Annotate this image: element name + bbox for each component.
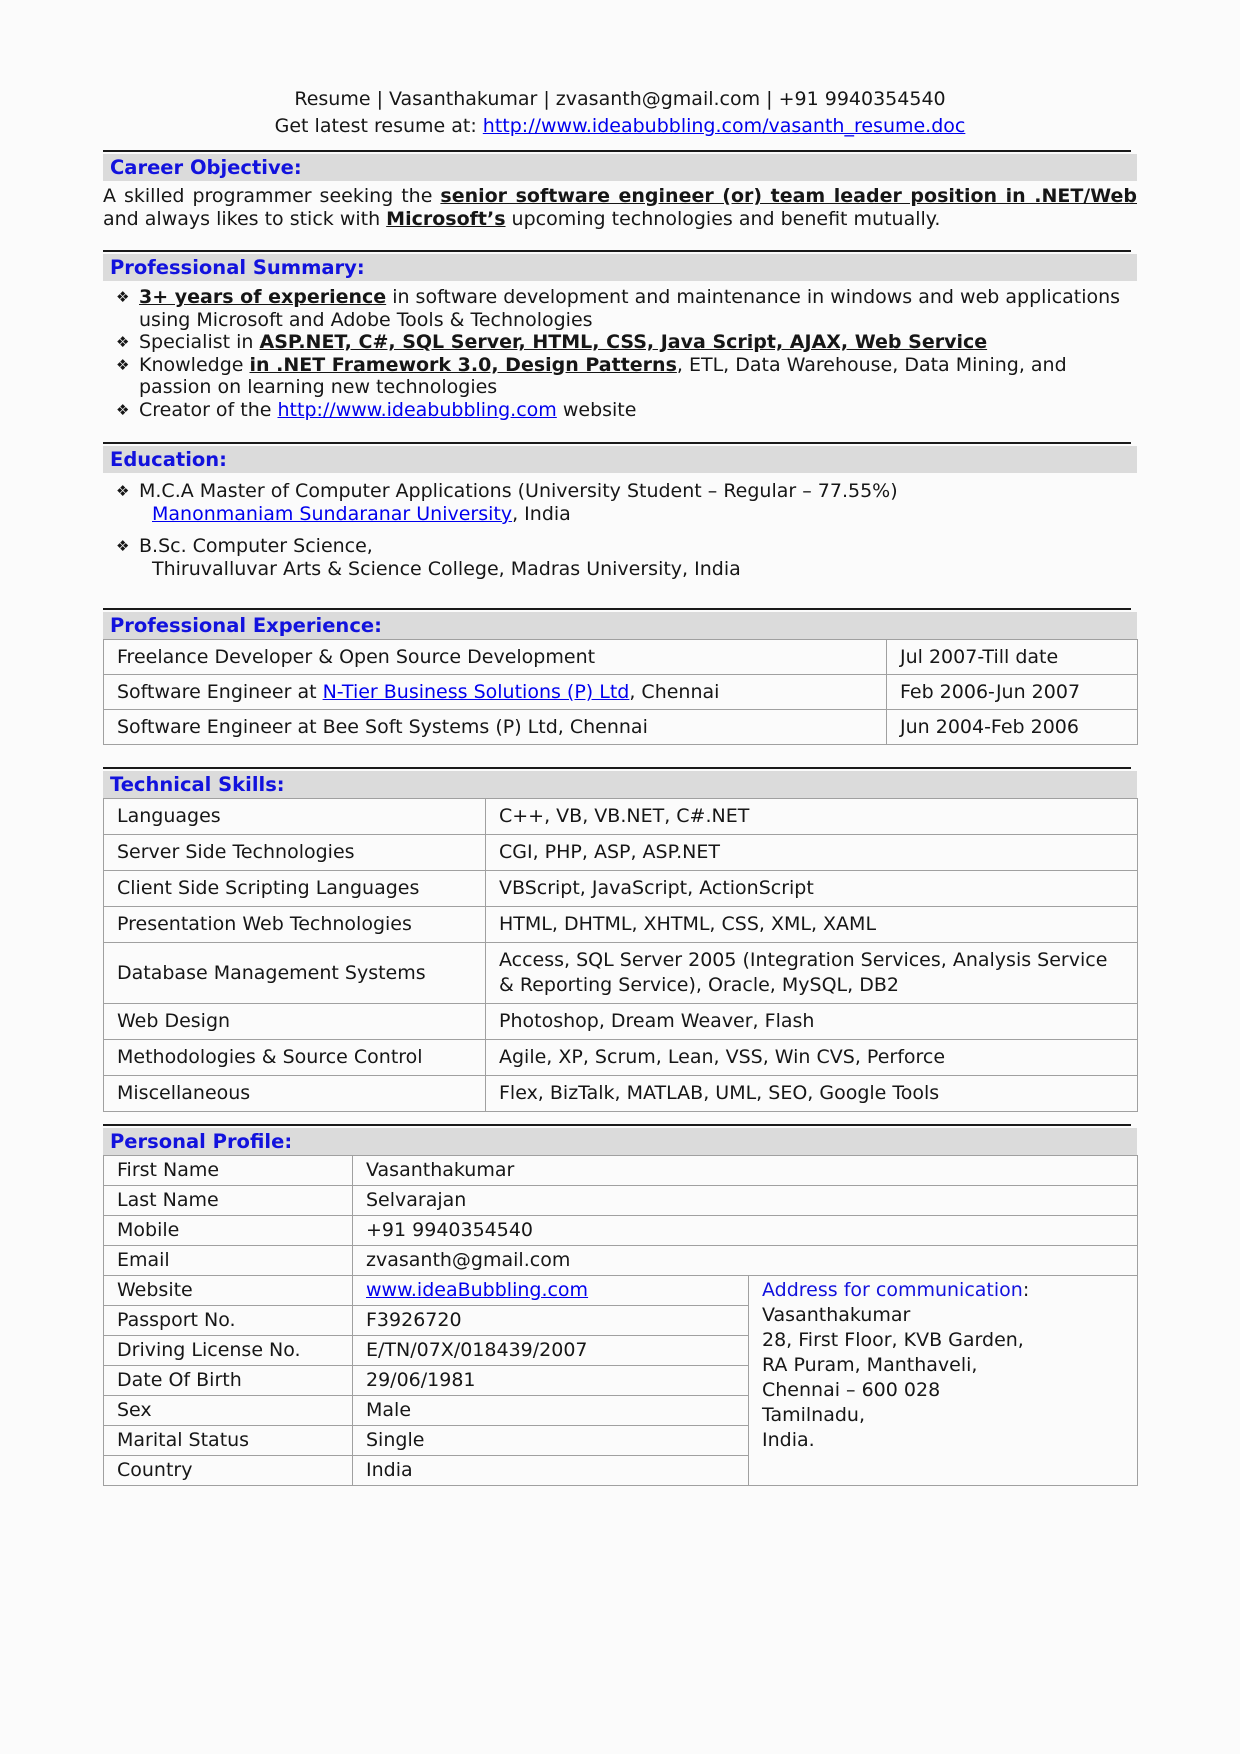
table-row (104, 1004, 1138, 1040)
section-title: Technical Skills: (110, 773, 285, 796)
address-title-line (762, 1278, 1124, 1303)
skill-value-cell: CGI, PHP, ASP, ASP.NET (486, 835, 1138, 871)
address-line: Tamilnadu, (762, 1404, 865, 1426)
role-text: Software Engineer at Bee Soft Systems (P) Ltd, Chennai (117, 716, 648, 738)
address-cell (749, 1276, 1138, 1486)
section-rule (103, 150, 1131, 152)
diamond-bullet-icon: ❖ (116, 400, 130, 419)
role-cell (104, 710, 887, 745)
profile-label-cell: Email (104, 1246, 353, 1276)
profile-value-cell: Male (353, 1396, 749, 1426)
table-row (104, 1216, 1138, 1246)
profile-value-cell (353, 1276, 749, 1306)
skill-label-cell: Database Management Systems (104, 943, 486, 1004)
section-career-objective (103, 150, 1137, 230)
table-row (104, 1156, 1138, 1186)
period-cell: Jun 2004-Feb 2006 (887, 710, 1138, 745)
section-rule (103, 767, 1131, 769)
period-cell: Feb 2006-Jun 2007 (887, 675, 1138, 710)
role-text: , Chennai (629, 681, 720, 703)
section-technical-skills (103, 767, 1137, 1112)
profile-value-cell: E/TN/07X/018439/2007 (353, 1336, 749, 1366)
profile-value-cell: +91 9940354540 (353, 1216, 1138, 1246)
bullet-rest: , ETL, Data Warehouse, Data Mining, and passion on learning new technologies (139, 353, 1067, 398)
profile-table (103, 1155, 1138, 1486)
objective-text: and always likes to stick with (103, 207, 387, 230)
period-cell: Jul 2007-Till date (887, 640, 1138, 675)
diamond-bullet-icon: ❖ (116, 537, 130, 555)
bullet-highlight: 3+ years of experience (139, 286, 387, 308)
section-title-bar (103, 154, 1137, 181)
diamond-bullet-icon: ❖ (116, 288, 130, 306)
skill-label-cell: Web Design (104, 1004, 486, 1040)
table-row (104, 871, 1138, 907)
section-title-bar (103, 254, 1137, 281)
address-line: India. (762, 1429, 815, 1451)
profile-value-cell: Single (353, 1426, 749, 1456)
objective-text: upcoming technologies and benefit mutually. (505, 207, 941, 230)
profile-label-cell: First Name (104, 1156, 353, 1186)
ntier-link[interactable]: N-Tier Business Solutions (P) Ltd (322, 681, 630, 703)
profile-label-cell: Passport No. (104, 1306, 353, 1336)
skill-value-cell: C++, VB, VB.NET, C#.NET (486, 799, 1138, 835)
section-rule (103, 442, 1131, 444)
table-row (104, 1186, 1138, 1216)
ideabubbling-link[interactable]: http://www.ideabubbling.com (277, 398, 557, 421)
bullet-item (103, 331, 1137, 354)
bullet-text (139, 399, 1137, 422)
bullet-pre: Knowledge (139, 353, 250, 376)
table-row (104, 1076, 1138, 1112)
profile-label-cell: Driving License No. (104, 1336, 353, 1366)
profile-value-cell: Selvarajan (353, 1186, 1138, 1216)
table-row (104, 943, 1138, 1004)
skill-label-cell: Miscellaneous (104, 1076, 486, 1112)
bullet-text (139, 331, 1137, 354)
objective-text: A skilled programmer seeking the (103, 185, 441, 207)
education-item (103, 535, 1137, 581)
skill-label-cell: Languages (104, 799, 486, 835)
section-personal-profile (103, 1124, 1137, 1486)
profile-label-cell: Sex (104, 1396, 353, 1426)
education-location: , India (512, 503, 571, 525)
table-row (104, 640, 1138, 675)
bullet-rest: in software development and maintenance in windows and web applications using Microsoft and Adobe Tools & Technologies (139, 286, 1121, 331)
education-line1 (103, 535, 1137, 558)
section-title: Professional Summary: (110, 256, 365, 279)
education-item (103, 480, 1137, 526)
address-line: 28, First Floor, KVB Garden, (762, 1329, 1024, 1351)
header-contact-line: Resume | Vasanthakumar | zvasanth@gmail.com | +91 9940354540 (294, 88, 946, 110)
section-professional-summary (103, 250, 1137, 421)
header-resume-link[interactable]: http://www.ideabubbling.com/vasanth_resume.doc (482, 115, 966, 137)
bullet-text (139, 286, 1137, 331)
skill-value-cell: VBScript, JavaScript, ActionScript (486, 871, 1138, 907)
website-link[interactable]: www.ideaBubbling.com (366, 1279, 589, 1301)
bullet-highlight: ASP.NET, C#, SQL Server, HTML, CSS, Java Script, AJAX, Web Service (259, 331, 988, 353)
profile-value-cell: 29/06/1981 (353, 1366, 749, 1396)
skill-value-cell: Flex, BizTalk, MATLAB, UML, SEO, Google Tools (486, 1076, 1138, 1112)
section-professional-experience (103, 608, 1137, 745)
table-row (104, 907, 1138, 943)
profile-label-cell: Mobile (104, 1216, 353, 1246)
section-title-bar (103, 612, 1137, 639)
objective-highlight: Microsoft’s (386, 207, 506, 230)
university-link[interactable]: Manonmaniam Sundaranar University (152, 503, 513, 525)
header-resume-prefix: Get latest resume at: (274, 115, 483, 137)
summary-bullet-list (103, 286, 1137, 421)
skill-value-cell: Agile, XP, Scrum, Lean, VSS, Win CVS, Perforce (486, 1040, 1138, 1076)
section-title-bar (103, 1128, 1137, 1155)
education-list (103, 480, 1137, 581)
profile-value-cell: zvasanth@gmail.com (353, 1246, 1138, 1276)
address-line: Chennai – 600 028 (762, 1379, 941, 1401)
table-row (104, 799, 1138, 835)
section-rule (103, 1124, 1131, 1126)
bullet-pre: Specialist in (139, 331, 260, 353)
diamond-bullet-icon: ❖ (116, 482, 130, 500)
education-degree: B.Sc. Computer Science, (139, 535, 373, 557)
address-line: RA Puram, Manthaveli, (762, 1354, 978, 1376)
diamond-bullet-icon: ❖ (116, 333, 130, 351)
bullet-text (139, 354, 1137, 399)
education-line2: Thiruvalluvar Arts & Science College, Madras University, India (152, 558, 741, 580)
profile-value-cell: F3926720 (353, 1306, 749, 1336)
skill-value-cell: Photoshop, Dream Weaver, Flash (486, 1004, 1138, 1040)
role-cell (104, 675, 887, 710)
objective-paragraph (103, 185, 1137, 230)
bullet-pre: Creator of the (139, 398, 278, 421)
section-title: Professional Experience: (110, 614, 382, 637)
section-title: Career Objective: (110, 156, 302, 179)
section-title-bar (103, 771, 1137, 798)
table-row (104, 1040, 1138, 1076)
bullet-rest: website (556, 398, 637, 421)
skill-label-cell: Server Side Technologies (104, 835, 486, 871)
table-row (104, 1276, 1138, 1306)
table-row (104, 1246, 1138, 1276)
education-line1 (103, 480, 1137, 503)
objective-highlight: senior software engineer (or) team leader position in .NET/Web (440, 185, 1137, 207)
role-text: Software Engineer at (117, 681, 323, 703)
bullet-item (103, 399, 1137, 422)
skill-label-cell: Client Side Scripting Languages (104, 871, 486, 907)
skill-label-cell: Methodologies & Source Control (104, 1040, 486, 1076)
skills-table (103, 798, 1138, 1112)
diamond-bullet-icon: ❖ (116, 355, 130, 374)
section-title: Education: (110, 448, 227, 471)
section-title-bar (103, 446, 1137, 473)
section-rule (103, 608, 1131, 610)
bullet-item (103, 286, 1137, 331)
table-row (104, 710, 1138, 745)
section-title: Personal Profile: (110, 1130, 293, 1153)
address-line: Vasanthakumar (762, 1304, 911, 1326)
bullet-item (103, 354, 1137, 399)
profile-label-cell: Website (104, 1276, 353, 1306)
table-row (104, 835, 1138, 871)
profile-value-cell: India (353, 1456, 749, 1486)
profile-value-cell: Vasanthakumar (353, 1156, 1138, 1186)
table-row (104, 675, 1138, 710)
address-title: Address for communication (762, 1279, 1023, 1301)
profile-label-cell: Date Of Birth (104, 1366, 353, 1396)
skill-label-cell: Presentation Web Technologies (104, 907, 486, 943)
profile-label-cell: Last Name (104, 1186, 353, 1216)
bullet-highlight: in .NET Framework 3.0, Design Patterns (249, 353, 677, 376)
header-resume-line (103, 113, 1137, 140)
skill-value-cell: Access, SQL Server 2005 (Integration Services, Analysis Service & Reporting Service), Oracle, MySQL, DB2 (486, 943, 1138, 1004)
education-degree: M.C.A Master of Computer Applications (University Student – Regular – 77.55%) (139, 480, 898, 502)
skill-value-cell: HTML, DHTML, XHTML, CSS, XML, XAML (486, 907, 1138, 943)
resume-header (103, 86, 1137, 140)
address-colon: : (1022, 1279, 1030, 1301)
education-line2 (152, 503, 1137, 526)
section-rule (103, 250, 1131, 252)
profile-label-cell: Country (104, 1456, 353, 1486)
section-education (103, 442, 1137, 581)
role-text: Freelance Developer & Open Source Development (117, 646, 596, 668)
profile-label-cell: Marital Status (104, 1426, 353, 1456)
role-cell (104, 640, 887, 675)
experience-table (103, 639, 1138, 745)
